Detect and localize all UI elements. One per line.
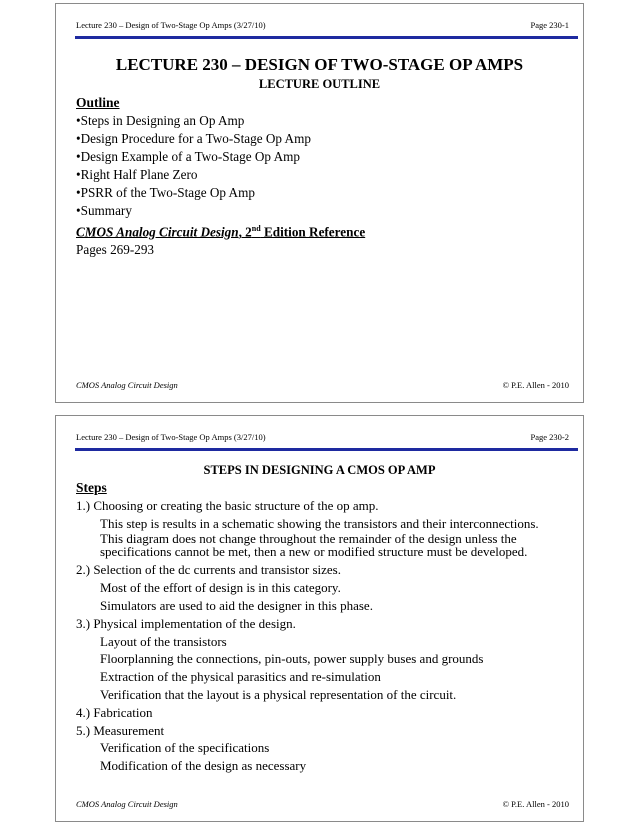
step-detail: Verification that the layout is a physical representation of the circuit. <box>100 686 457 702</box>
step-detail: Verification of the specifications <box>100 740 270 756</box>
reference-edition: , 2 <box>238 224 252 240</box>
step-detail: Most of the effort of design is in this category. <box>100 580 341 596</box>
reference-superscript: nd <box>251 224 261 233</box>
outline-item: • Right Half Plane Zero <box>76 166 573 184</box>
reference-line <box>76 220 573 241</box>
section-heading: Steps <box>76 480 107 495</box>
slide-header <box>76 20 569 30</box>
slide-body <box>76 94 573 259</box>
step-detail: Floorplanning the connections, pin-outs, power supply buses and grounds <box>100 651 484 667</box>
footer-course: CMOS Analog Circuit Design <box>76 799 178 809</box>
slide-subtitle: LECTURE OUTLINE <box>258 77 381 91</box>
step-item: 2.) Selection of the dc currents and transistor sizes. <box>76 562 341 578</box>
header-rule <box>75 448 578 451</box>
page-number: Page 230-2 <box>530 432 569 442</box>
outline-item: • Steps in Designing an Op Amp <box>76 112 573 130</box>
step-detail: Extraction of the physical parasitics and re-simulation <box>100 669 381 685</box>
footer-copyright: © P.E. Allen - 2010 <box>502 380 569 390</box>
slide-title: STEPS IN DESIGNING A CMOS OP AMP <box>203 463 436 477</box>
step-item: 5.) Measurement <box>76 722 165 738</box>
step-detail: This diagram does not change throughout the remainder of the design unless the specifications cannot be met, then a new or modified structure must be developed. <box>100 531 528 560</box>
step-item: 4.) Fabrication <box>76 704 153 720</box>
slide-header <box>76 432 569 442</box>
step-item: 1.) Choosing or creating the basic structure of the op amp. <box>76 497 379 513</box>
slide-footer <box>76 799 569 809</box>
footer-copyright: © P.E. Allen - 2010 <box>502 799 569 809</box>
reference-book: CMOS Analog Circuit Design <box>76 224 239 240</box>
step-detail: Layout of the transistors <box>100 633 227 649</box>
page-number: Page 230-1 <box>530 20 569 30</box>
slide-1 <box>55 3 584 403</box>
slide-title: LECTURE 230 – DESIGN OF TWO-STAGE OP AMPS <box>115 55 524 74</box>
step-detail: Modification of the design as necessary <box>100 758 307 774</box>
outline-item: • Summary <box>76 202 573 220</box>
step-item: 3.) Physical implementation of the design. <box>76 615 296 631</box>
header-title: Lecture 230 – Design of Two-Stage Op Amps (3/27/10) <box>76 432 266 442</box>
header-rule <box>75 36 578 39</box>
outline-item: • Design Example of a Two-Stage Op Amp <box>76 148 573 166</box>
slide-body <box>76 479 573 775</box>
slide-2 <box>55 415 584 822</box>
footer-course: CMOS Analog Circuit Design <box>76 380 178 390</box>
slide-footer <box>76 380 569 390</box>
step-detail: Simulators are used to aid the designer in this phase. <box>100 597 373 613</box>
step-detail: This step is results in a schematic showing the transistors and their interconnections. <box>100 515 539 531</box>
header-title: Lecture 230 – Design of Two-Stage Op Amps (3/27/10) <box>76 20 266 30</box>
outline-item: • Design Procedure for a Two-Stage Op Amp <box>76 130 573 148</box>
outline-item: • PSRR of the Two-Stage Op Amp <box>76 184 573 202</box>
reference-pages: Pages 269-293 <box>76 242 155 258</box>
reference-suffix: Edition Reference <box>260 224 366 240</box>
section-heading: Outline <box>76 95 120 110</box>
